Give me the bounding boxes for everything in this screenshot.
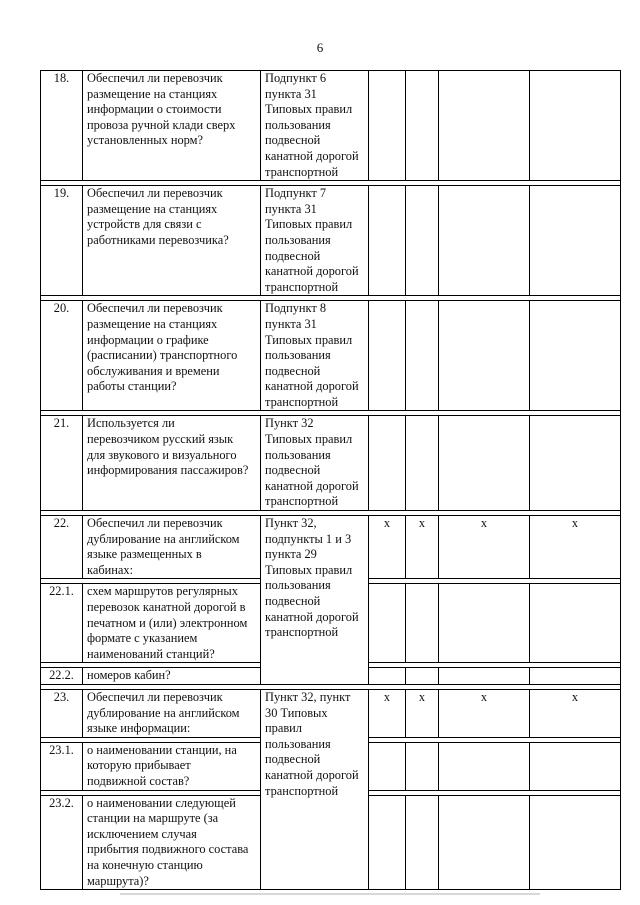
text-line: о наименовании станции, на (87, 742, 237, 757)
text-line: исключением случая (87, 826, 197, 841)
answer-cell (439, 668, 530, 685)
sub-question-cell (83, 795, 261, 890)
text-line: канатной дорогой (265, 609, 359, 624)
text-line: языке размещенных в (87, 547, 202, 562)
item-number: 23. (41, 689, 83, 737)
question-cell (83, 416, 261, 511)
sub-question-cell (83, 742, 261, 790)
text-line: транспортной (265, 394, 339, 409)
page-number: 6 (316, 40, 324, 55)
text-line: правил (265, 721, 302, 736)
text-line: которую прибывает (87, 758, 191, 773)
item-number: 23.1. (41, 742, 83, 790)
answer-cell (439, 584, 530, 663)
checklist-table (40, 70, 621, 890)
checklist-row (41, 516, 621, 579)
checklist-row (41, 301, 621, 411)
answer-cell (530, 689, 621, 737)
answer-cell (369, 416, 406, 511)
answer-cell (439, 689, 530, 737)
answer-cell (530, 742, 621, 790)
answer-cell (369, 584, 406, 663)
legal-basis-cell (261, 301, 369, 411)
text-line: пользования (265, 447, 331, 462)
item-number: 22.2. (41, 668, 83, 685)
answer-cell (530, 301, 621, 411)
question-cell (83, 516, 261, 579)
question-cell (83, 301, 261, 411)
text-line: дублирование на английском (87, 531, 240, 546)
text-line: пункта 31 (265, 316, 317, 331)
text-line: пункта 31 (265, 201, 317, 216)
text-line: размещение на станциях (87, 316, 218, 331)
answer-cell (369, 668, 406, 685)
answer-cell (530, 584, 621, 663)
question-cell (83, 71, 261, 181)
text-line: установленных норм? (87, 133, 204, 148)
legal-basis-cell (261, 516, 369, 685)
not-applicable-mark: x (571, 689, 579, 704)
answer-cell (406, 668, 439, 685)
text-line: транспортной (265, 164, 339, 179)
answer-cell (439, 301, 530, 411)
item-number: 20. (41, 301, 83, 411)
text-line: формате с указанием (87, 631, 198, 646)
answer-cell (369, 516, 406, 579)
text-line: размещение на станциях (87, 86, 218, 101)
answer-cell (369, 689, 406, 737)
text-line: подпункты 1 и 3 (265, 531, 352, 546)
text-line: Обеспечил ли перевозчик (87, 689, 223, 704)
answer-cell (439, 71, 530, 181)
text-line: 30 Типовых (265, 705, 328, 720)
text-line: размещение на станциях (87, 201, 218, 216)
text-line: Пункт 32 (265, 416, 314, 431)
text-line: Типовых правил (265, 562, 353, 577)
answer-cell (369, 186, 406, 296)
answer-cell (406, 301, 439, 411)
answer-cell (406, 742, 439, 790)
text-line: печатном и (или) электронном (87, 615, 248, 630)
text-line: канатной дорогой (265, 767, 359, 782)
text-line: информирования пассажиров? (87, 463, 249, 478)
answer-cell (530, 516, 621, 579)
answer-cell (406, 516, 439, 579)
text-line: Обеспечил ли перевозчик (87, 186, 223, 201)
text-line: Подпункт 8 (265, 301, 327, 316)
answer-cell (369, 795, 406, 890)
answer-cell (439, 516, 530, 579)
text-line: канатной дорогой (265, 379, 359, 394)
legal-basis-cell (261, 416, 369, 511)
answer-cell (406, 71, 439, 181)
not-applicable-mark: x (383, 689, 391, 704)
text-line: подвесной (265, 463, 321, 478)
answer-cell (406, 795, 439, 890)
checklist-row (41, 186, 621, 296)
answer-cell (530, 71, 621, 181)
text-line: перевозок канатной дорогой в (87, 600, 246, 614)
text-line: Подпункт 6 (265, 71, 327, 85)
text-line: транспортной (265, 625, 339, 640)
text-line: кабинах: (87, 562, 134, 577)
text-line: пользования (265, 117, 331, 132)
legal-basis-cell (261, 71, 369, 181)
text-line: маршрута)? (87, 873, 149, 888)
answer-cell (530, 186, 621, 296)
text-line: для звукового и визуального (87, 447, 237, 462)
legal-basis-cell (261, 186, 369, 296)
checklist-row (41, 689, 621, 737)
item-number: 21. (41, 416, 83, 511)
text-line: провоза ручной клади сверх (87, 117, 236, 132)
text-line: транспортной (265, 783, 339, 798)
not-applicable-mark: x (480, 689, 488, 704)
text-line: Подпункт 7 (265, 186, 327, 201)
text-line: работниками перевозчика? (87, 232, 229, 247)
answer-cell (369, 742, 406, 790)
text-line: Используется ли (87, 416, 175, 431)
question-cell (83, 186, 261, 296)
answer-cell (530, 668, 621, 685)
answer-cell (406, 416, 439, 511)
sub-question-cell (83, 584, 261, 663)
text-line: подвесной (265, 133, 321, 148)
answer-cell (439, 416, 530, 511)
item-number: 22. (41, 516, 83, 579)
not-applicable-mark: x (418, 516, 426, 531)
not-applicable-mark: x (571, 516, 579, 531)
answer-cell (530, 416, 621, 511)
text-line: информации о стоимости (87, 102, 222, 117)
text-line: перевозчиком русский язык (87, 432, 234, 447)
text-line: подвижной состав? (87, 773, 190, 788)
text-line: канатной дорогой (265, 264, 359, 279)
text-line: подвесной (265, 752, 321, 767)
text-line: Обеспечил ли перевозчик (87, 301, 223, 316)
text-line: транспортной (265, 494, 339, 509)
text-line: подвесной (265, 594, 321, 608)
checklist-row (41, 416, 621, 511)
scan-edge-shadow (120, 893, 540, 895)
text-line: Пункт 32, пункт (265, 689, 351, 704)
text-line: транспортной (265, 279, 339, 294)
text-line: работы станции? (87, 379, 177, 394)
text-line: Типовых правил (265, 332, 353, 347)
item-number: 23.2. (41, 795, 83, 890)
legal-basis-cell (261, 689, 369, 889)
text-line: наименований станций? (87, 646, 215, 661)
text-line: подвесной (265, 248, 321, 263)
answer-cell (406, 186, 439, 296)
text-line: прибытия подвижного состава (87, 842, 249, 857)
text-line: Пункт 32, (265, 516, 317, 531)
answer-cell (369, 71, 406, 181)
text-line: обслуживания и времени (87, 363, 220, 378)
text-line: станции на маршруте (за (87, 811, 219, 826)
text-line: о наименовании следующей (87, 795, 236, 810)
checklist-row (41, 71, 621, 181)
text-line: дублирование на английском (87, 705, 240, 720)
text-line: Типовых правил (265, 217, 353, 232)
not-applicable-mark: x (383, 516, 391, 531)
answer-cell (530, 795, 621, 890)
item-number: 19. (41, 186, 83, 296)
text-line: (расписании) транспортного (87, 348, 238, 363)
text-line: языке информации: (87, 721, 191, 736)
text-line: информации о графике (87, 332, 209, 347)
text-line: номеров кабин? (87, 668, 171, 683)
answer-cell (439, 186, 530, 296)
item-number: 18. (41, 71, 83, 181)
text-line: схем маршрутов регулярных (87, 584, 238, 599)
text-line: Обеспечил ли перевозчик (87, 71, 223, 85)
not-applicable-mark: x (480, 516, 488, 531)
text-line: Типовых правил (265, 432, 353, 447)
text-line: канатной дорогой (265, 148, 359, 163)
answer-cell (369, 301, 406, 411)
answer-cell (439, 795, 530, 890)
text-line: устройств для связи с (87, 217, 202, 232)
text-line: Типовых правил (265, 102, 353, 117)
text-line: на конечную станцию (87, 857, 203, 872)
text-line: пользования (265, 578, 331, 593)
question-cell (83, 689, 261, 737)
not-applicable-mark: x (418, 689, 426, 704)
answer-cell (406, 584, 439, 663)
text-line: пункта 29 (265, 547, 317, 562)
text-line: пользования (265, 232, 331, 247)
text-line: пользования (265, 736, 331, 751)
text-line: подвесной (265, 363, 321, 378)
text-line: канатной дорогой (265, 478, 359, 493)
sub-question-cell (83, 668, 261, 685)
text-line: Обеспечил ли перевозчик (87, 516, 223, 531)
text-line: пользования (265, 348, 331, 363)
text-line: пункта 31 (265, 86, 317, 101)
answer-cell (406, 689, 439, 737)
item-number: 22.1. (41, 584, 83, 663)
answer-cell (439, 742, 530, 790)
